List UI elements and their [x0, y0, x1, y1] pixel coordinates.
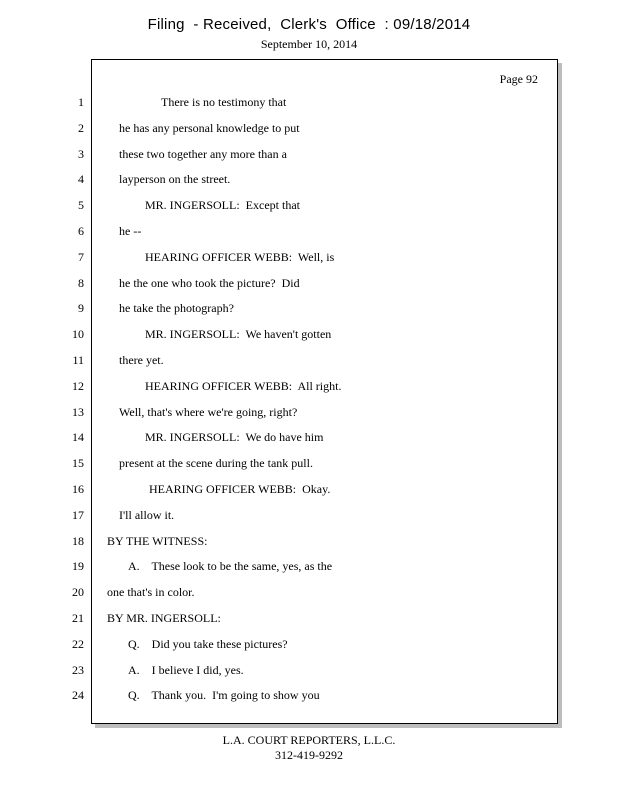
page-number: Page 92 [499, 72, 538, 86]
line-number: 13 [72, 404, 84, 419]
line-number: 3 [78, 146, 84, 161]
line-number: 23 [72, 662, 84, 677]
line-number: 20 [72, 585, 84, 600]
transcript-line: he -- [119, 223, 142, 238]
line-number: 19 [72, 559, 84, 574]
line-number: 16 [72, 481, 84, 496]
page-footer [0, 733, 618, 763]
transcript-line: Q. Did you take these pictures? [128, 636, 288, 651]
line-number: 6 [78, 223, 84, 238]
line-number: 12 [72, 378, 84, 393]
line-number: 9 [78, 301, 84, 316]
transcript-line: BY MR. INGERSOLL: [107, 610, 221, 625]
line-number: 10 [72, 327, 84, 342]
line-number: 21 [72, 610, 84, 625]
transcript-line: Q. Thank you. I'm going to show you [128, 688, 320, 703]
line-number: 22 [72, 636, 84, 651]
line-number-column [40, 93, 84, 712]
line-number: 14 [72, 430, 84, 445]
transcript-line: he the one who took the picture? Did [119, 275, 300, 290]
transcript-line: A. I believe I did, yes. [128, 662, 244, 677]
line-number: 15 [72, 456, 84, 471]
filing-stamp-text: Filing - Received, Clerk's Office : 09/18/2014 [147, 16, 471, 33]
transcript-line: present at the scene during the tank pull. [119, 456, 313, 471]
transcript-line: MR. INGERSOLL: We haven't gotten [145, 327, 332, 342]
transcript-line: MR. INGERSOLL: We do have him [145, 430, 324, 445]
transcript-line: Well, that's where we're going, right? [119, 404, 298, 419]
transcript-line: A. These look to be the same, yes, as the [128, 559, 333, 574]
line-number: 7 [78, 249, 84, 264]
reporter-phone: 312-419-9292 [275, 748, 343, 762]
line-number: 5 [78, 198, 84, 213]
line-number: 24 [72, 688, 84, 703]
transcript-line: MR. INGERSOLL: Except that [145, 198, 300, 213]
transcript-line: he has any personal knowledge to put [119, 120, 300, 135]
transcript-line: there yet. [119, 352, 164, 367]
transcript-line: HEARING OFFICER WEBB: Okay. [149, 481, 331, 496]
line-number: 17 [72, 507, 84, 522]
line-number: 11 [72, 352, 84, 367]
reporter-company: L.A. COURT REPORTERS, L.L.C. [222, 733, 396, 747]
line-number: 8 [78, 275, 84, 290]
filing-stamp-header [0, 16, 618, 33]
line-number: 1 [78, 95, 84, 109]
transcript-line: BY THE WITNESS: [107, 533, 208, 548]
line-number: 18 [72, 533, 84, 548]
transcript-body [107, 93, 547, 712]
transcript-line: these two together any more than a [119, 146, 287, 161]
line-number: 4 [78, 172, 84, 187]
transcript-line: HEARING OFFICER WEBB: Well, is [145, 249, 335, 264]
transcript-line: one that's in color. [107, 585, 195, 600]
transcript-line: I'll allow it. [119, 507, 175, 522]
transcript-line: he take the photograph? [119, 301, 234, 316]
line-number: 2 [78, 120, 84, 135]
transcript-line: layperson on the street. [119, 172, 231, 187]
transcript-line: HEARING OFFICER WEBB: All right. [145, 378, 342, 393]
hearing-date: September 10, 2014 [260, 37, 358, 51]
transcript-line: There is no testimony that [161, 95, 287, 109]
